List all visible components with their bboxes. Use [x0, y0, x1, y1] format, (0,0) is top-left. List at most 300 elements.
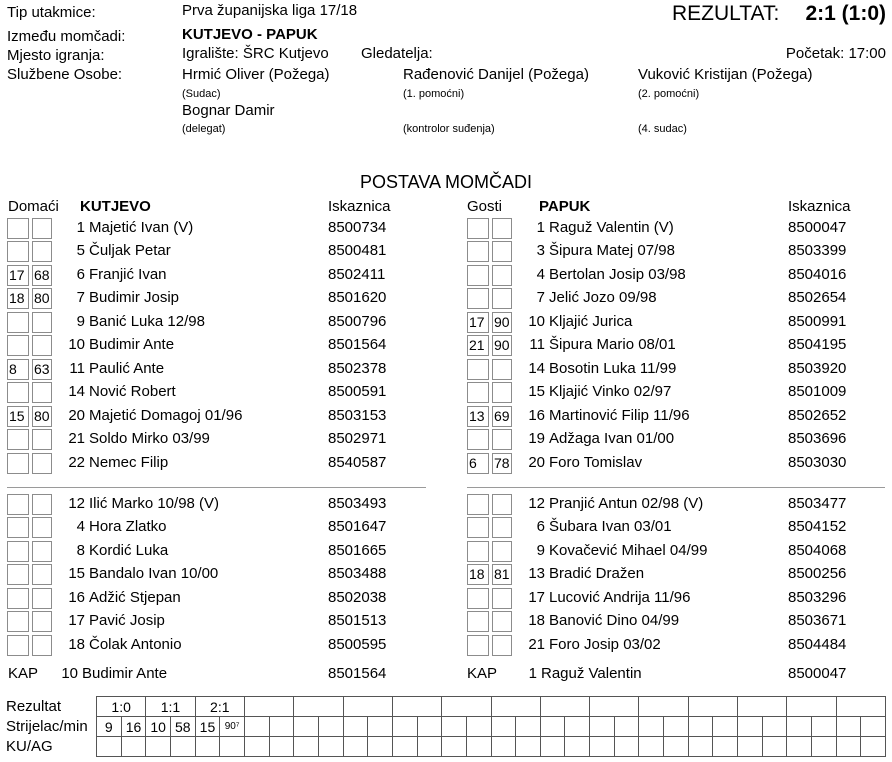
home-sub-player-row	[7, 634, 437, 657]
grid-scorer-cell	[540, 717, 565, 737]
player-id: 8502971	[328, 430, 387, 447]
player-id: 8501647	[328, 518, 387, 535]
home-starter-player-row	[7, 311, 437, 334]
grid-result-cell: 2:1	[195, 697, 244, 717]
player-id: 8504152	[788, 518, 847, 535]
grid-result-cell: 1:0	[97, 697, 146, 717]
minute-box: 13	[467, 406, 489, 427]
grid-cards-cell	[738, 737, 763, 757]
minute-box	[7, 453, 29, 474]
grid-cards-row	[97, 737, 886, 757]
player-name: Šipura Matej 07/98	[549, 242, 675, 259]
player-name: Foro Tomislav	[549, 454, 643, 471]
home-sub-player-row	[7, 610, 437, 633]
player-number: 18	[68, 636, 85, 653]
player-name: Kljajić Vinko 02/97	[549, 383, 672, 400]
grid-cards-cell	[812, 737, 837, 757]
grid-cards-cell	[170, 737, 195, 757]
minute-box: 17	[467, 312, 489, 333]
away-sub-player-row	[467, 540, 892, 563]
home-sub-player-row	[7, 516, 437, 539]
minute-box: 63	[32, 359, 52, 380]
player-number: 20	[528, 454, 545, 471]
player-number: 15	[528, 383, 545, 400]
grid-scorer-cell	[244, 717, 269, 737]
minute-box	[32, 494, 52, 515]
minute-box: 80	[32, 288, 52, 309]
player-number: 17	[68, 612, 85, 629]
minute-box	[467, 588, 489, 609]
grid-label-scorer: Strijelac/min	[6, 718, 88, 735]
grid-result-cell	[491, 697, 540, 717]
minute-box	[467, 635, 489, 656]
grid-cards-cell	[614, 737, 639, 757]
home-starter-player-row	[7, 287, 437, 310]
player-name: Ilić Marko 10/98 (V)	[89, 495, 220, 512]
minute-box	[467, 541, 489, 562]
minute-box: 81	[492, 564, 512, 585]
player-number: 7	[76, 289, 85, 306]
officials-label: Službene Osobe:	[7, 66, 123, 83]
minute-box	[7, 517, 29, 538]
grid-cards-cell	[516, 737, 541, 757]
away-sub-player-row	[467, 563, 892, 586]
grid-scorer-cell	[368, 717, 393, 737]
minute-box	[492, 288, 512, 309]
player-id: 8503920	[788, 360, 847, 377]
player-id: 8503477	[788, 495, 847, 512]
minute-box	[467, 429, 489, 450]
player-name: Banović Dino 04/99	[549, 612, 680, 629]
grid-cards-cell	[688, 737, 713, 757]
spectators-label: Gledatelja:	[361, 45, 433, 62]
grid-scorer-cell	[269, 717, 294, 737]
home-team-name: KUTJEVO	[80, 198, 151, 215]
player-id: 8501665	[328, 542, 387, 559]
home-starter-player-row	[7, 264, 437, 287]
player-id: 8501513	[328, 612, 387, 629]
minute-box: 8	[7, 359, 29, 380]
minute-box	[492, 382, 512, 403]
player-id: 8502378	[328, 360, 387, 377]
home-captain-number: 10	[61, 665, 78, 682]
grid-scorers-row	[97, 717, 886, 737]
home-starter-player-row	[7, 381, 437, 404]
home-starter-player-row	[7, 358, 437, 381]
grid-label-result: Rezultat	[6, 698, 62, 715]
player-number: 16	[528, 407, 545, 424]
home-captain-id: 8501564	[328, 665, 387, 682]
player-id: 8500991	[788, 313, 847, 330]
away-side-label: Gosti	[467, 198, 503, 215]
player-id: 8503399	[788, 242, 847, 259]
player-id: 8500591	[328, 383, 387, 400]
minute-box	[7, 312, 29, 333]
player-number: 9	[76, 313, 85, 330]
grid-scorer-cell	[516, 717, 541, 737]
player-name: Majetić Domagoj 01/96	[89, 407, 243, 424]
minute-box	[492, 541, 512, 562]
player-id: 8503296	[788, 589, 847, 606]
grid-result-cell	[294, 697, 343, 717]
player-name: Bertolan Josip 03/98	[549, 266, 686, 283]
away-divider	[467, 487, 885, 488]
minute-box: 18	[7, 288, 29, 309]
grid-scorer-cell	[318, 717, 343, 737]
player-name: Paulić Ante	[89, 360, 165, 377]
lineup-title: POSTAVA MOMČADI	[359, 172, 533, 192]
player-name: Šipura Mario 08/01	[549, 336, 676, 353]
home-starter-player-row	[7, 240, 437, 263]
player-number: 3	[536, 242, 545, 259]
minute-box	[32, 335, 52, 356]
player-number: 15	[68, 565, 85, 582]
minute-box	[467, 265, 489, 286]
away-id-header: Iskaznica	[788, 198, 851, 215]
player-name: Foro Josip 03/02	[549, 636, 661, 653]
result-value: 2:1 (1:0)	[805, 2, 886, 25]
minute-box: 78	[492, 453, 512, 474]
minute-box	[7, 635, 29, 656]
away-sub-player-row	[467, 493, 892, 516]
minute-box	[467, 218, 489, 239]
away-starter-player-row	[467, 240, 892, 263]
minute-box	[467, 517, 489, 538]
minute-box	[492, 517, 512, 538]
minute-box	[32, 564, 52, 585]
minute-box	[467, 382, 489, 403]
grid-scorer-cell	[738, 717, 763, 737]
away-starter-player-row	[467, 358, 892, 381]
minute-box	[7, 541, 29, 562]
home-side-label: Domaći	[8, 198, 59, 215]
home-starter-player-row	[7, 428, 437, 451]
player-number: 12	[68, 495, 85, 512]
player-id: 8500595	[328, 636, 387, 653]
minute-box	[32, 541, 52, 562]
player-name: Lucović Andrija 11/96	[549, 589, 691, 606]
home-id-header: Iskaznica	[328, 198, 391, 215]
official-referee-role: (Sudac)	[182, 88, 221, 100]
grid-cards-cell	[565, 737, 590, 757]
grid-scorer-cell	[466, 717, 491, 737]
player-name: Pranjić Antun 02/98 (V)	[549, 495, 704, 512]
player-number: 6	[536, 518, 545, 535]
minute-box: 15	[7, 406, 29, 427]
minute-box	[32, 588, 52, 609]
player-name: Martinović Filip 11/96	[549, 407, 690, 424]
grid-cards-cell	[269, 737, 294, 757]
grid-cards-cell	[664, 737, 689, 757]
player-number: 4	[76, 518, 85, 535]
grid-scorer-cell: 10	[146, 717, 171, 737]
grid-scorer-cell	[664, 717, 689, 737]
official-referee-name: Hrmić Oliver (Požega)	[182, 66, 330, 83]
away-captain-name: Raguž Valentin	[541, 665, 642, 682]
grid-result-cell	[836, 697, 885, 717]
player-number: 9	[536, 542, 545, 559]
player-number: 1	[536, 219, 545, 236]
minute-box: 90	[492, 335, 512, 356]
minute-box	[467, 611, 489, 632]
player-number: 10	[68, 336, 85, 353]
away-sub-player-row	[467, 587, 892, 610]
away-captain-id: 8500047	[788, 665, 847, 682]
grid-cards-cell	[121, 737, 146, 757]
grid-scorer-cell	[713, 717, 738, 737]
minute-box	[7, 494, 29, 515]
away-starter-player-row	[467, 405, 892, 428]
minute-box: 68	[32, 265, 52, 286]
player-name: Kljajić Jurica	[549, 313, 633, 330]
minute-box: 6	[467, 453, 489, 474]
match-type-value: Prva županijska liga 17/18	[182, 2, 358, 19]
grid-result-cell	[392, 697, 441, 717]
away-starter-player-row	[467, 428, 892, 451]
player-number: 10	[528, 313, 545, 330]
player-name: Jelić Jozo 09/98	[549, 289, 657, 306]
minute-box	[492, 588, 512, 609]
grid-cards-cell	[146, 737, 171, 757]
minute-box	[32, 312, 52, 333]
minute-box	[7, 429, 29, 450]
minute-box: 80	[32, 406, 52, 427]
grid-scorer-cell	[861, 717, 886, 737]
player-id: 8501620	[328, 289, 387, 306]
player-id: 8503671	[788, 612, 847, 629]
home-sub-player-row	[7, 587, 437, 610]
minute-box	[32, 611, 52, 632]
away-starter-player-row	[467, 381, 892, 404]
official-fourth-role: (4. sudac)	[638, 123, 687, 135]
away-sub-player-row	[467, 610, 892, 633]
minute-box	[467, 359, 489, 380]
grid-results-row	[97, 697, 886, 717]
away-sub-player-row	[467, 634, 892, 657]
player-id: 8502654	[788, 289, 847, 306]
grid-cards-cell	[442, 737, 467, 757]
result-label: REZULTAT:	[672, 2, 780, 25]
venue-value: Igralište: ŠRC Kutjevo	[182, 45, 329, 62]
minute-box	[492, 241, 512, 262]
grid-cards-cell	[466, 737, 491, 757]
grid-scorer-cell	[392, 717, 417, 737]
minute-box	[467, 288, 489, 309]
player-id: 8540587	[328, 454, 387, 471]
minute-box	[7, 382, 29, 403]
minute-box	[7, 218, 29, 239]
home-sub-player-row	[7, 563, 437, 586]
player-id: 8503696	[788, 430, 847, 447]
player-id: 8502411	[328, 266, 386, 283]
player-id: 8500734	[328, 219, 387, 236]
grid-scorer-cell	[762, 717, 787, 737]
player-id: 8501564	[328, 336, 387, 353]
minute-box: 69	[492, 406, 512, 427]
grid-scorer-cell	[639, 717, 664, 737]
minute-box	[7, 611, 29, 632]
grid-result-cell	[688, 697, 737, 717]
player-id: 8503493	[328, 495, 387, 512]
minute-box	[32, 429, 52, 450]
grid-result-cell	[787, 697, 836, 717]
player-id: 8504195	[788, 336, 847, 353]
player-number: 16	[68, 589, 85, 606]
home-divider	[7, 487, 426, 488]
away-sub-player-row	[467, 516, 892, 539]
minute-box	[467, 494, 489, 515]
grid-cards-cell	[787, 737, 812, 757]
player-number: 12	[528, 495, 545, 512]
minute-box	[32, 241, 52, 262]
grid-cards-cell	[294, 737, 319, 757]
home-starter-player-row	[7, 405, 437, 428]
grid-cards-cell	[343, 737, 368, 757]
grid-scorer-cell	[836, 717, 861, 737]
grid-cards-cell	[861, 737, 886, 757]
teams-value: KUTJEVO - PAPUK	[182, 26, 318, 43]
grid-cards-cell	[318, 737, 343, 757]
player-name: Franjić Ivan	[89, 266, 167, 283]
minute-box	[492, 429, 512, 450]
minute-box	[7, 241, 29, 262]
home-captain-label: KAP	[8, 665, 39, 682]
minute-box	[492, 359, 512, 380]
player-number: 14	[528, 360, 545, 377]
grid-cards-cell	[368, 737, 393, 757]
grid-cards-cell	[762, 737, 787, 757]
away-starter-player-row	[467, 311, 892, 334]
minute-box	[32, 382, 52, 403]
player-number: 22	[68, 454, 85, 471]
match-type-label: Tip utakmice:	[7, 4, 96, 21]
away-team-name: PAPUK	[539, 198, 591, 215]
score-grid	[96, 696, 886, 757]
player-number: 21	[68, 430, 85, 447]
player-id: 8501009	[788, 383, 847, 400]
official-assistant1-name: Rađenović Danijel (Požega)	[403, 66, 589, 83]
venue-label: Mjesto igranja:	[7, 47, 105, 64]
grid-scorer-cell	[787, 717, 812, 737]
grid-scorer-cell	[294, 717, 319, 737]
official-assistant1-role: (1. pomoćni)	[403, 88, 465, 100]
player-number: 1	[76, 219, 85, 236]
grid-scorer-cell	[688, 717, 713, 737]
player-id: 8500047	[788, 219, 847, 236]
grid-scorer-cell	[491, 717, 516, 737]
minute-box	[467, 241, 489, 262]
grid-cards-cell	[836, 737, 861, 757]
minute-box: 18	[467, 564, 489, 585]
player-name: Soldo Mirko 03/99	[89, 430, 210, 447]
away-starter-player-row	[467, 217, 892, 240]
grid-scorer-cell	[343, 717, 368, 737]
away-starter-player-row	[467, 287, 892, 310]
player-name: Šubara Ivan 03/01	[549, 518, 672, 535]
grid-result-cell	[540, 697, 589, 717]
minute-box	[492, 265, 512, 286]
player-id: 8503153	[328, 407, 387, 424]
minute-box	[492, 494, 512, 515]
away-starter-player-row	[467, 264, 892, 287]
player-name: Čolak Antonio	[89, 636, 182, 653]
player-id: 8504484	[788, 636, 847, 653]
grid-scorer-cell	[614, 717, 639, 737]
grid-result-cell	[738, 697, 787, 717]
player-name: Nemec Filip	[89, 454, 169, 471]
grid-cards-cell	[417, 737, 442, 757]
player-name: Hora Zlatko	[89, 518, 167, 535]
player-number: 19	[528, 430, 545, 447]
grid-result-cell	[343, 697, 392, 717]
away-starter-player-row	[467, 334, 892, 357]
grid-result-cell	[244, 697, 293, 717]
player-number: 8	[76, 542, 85, 559]
player-name: Čuljak Petar	[89, 242, 171, 259]
away-captain-number: 1	[528, 665, 537, 682]
player-name: Adžić Stjepan	[89, 589, 181, 606]
player-name: Kovačević Mihael 04/99	[549, 542, 708, 559]
home-starter-player-row	[7, 217, 437, 240]
grid-scorer-cell	[417, 717, 442, 737]
grid-result-cell: 1:1	[146, 697, 195, 717]
player-name: Adžaga Ivan 01/00	[549, 430, 675, 447]
grid-cards-cell	[491, 737, 516, 757]
player-name: Bosotin Luka 11/99	[549, 360, 677, 377]
player-name: Kordić Luka	[89, 542, 169, 559]
grid-scorer-cell: 9	[97, 717, 122, 737]
away-starter-player-row	[467, 452, 892, 475]
teams-label: Između momčadi:	[7, 28, 126, 45]
player-id: 8503488	[328, 565, 387, 582]
player-name: Budimir Ante	[89, 336, 175, 353]
minute-box	[32, 517, 52, 538]
player-number: 18	[528, 612, 545, 629]
minute-box	[32, 453, 52, 474]
minute-box	[32, 218, 52, 239]
minute-box: 21	[467, 335, 489, 356]
grid-scorer-cell	[812, 717, 837, 737]
player-name: Majetić Ivan (V)	[89, 219, 194, 236]
grid-cards-cell	[195, 737, 220, 757]
official-delegate-role: (delegat)	[182, 123, 226, 135]
player-id: 8504016	[788, 266, 847, 283]
grid-label-cards: KU/AG	[6, 738, 53, 755]
player-id: 8500796	[328, 313, 387, 330]
grid-scorer-cell	[590, 717, 615, 737]
grid-cards-cell	[244, 737, 269, 757]
grid-scorer-cell: 15	[195, 717, 220, 737]
player-number: 21	[528, 636, 545, 653]
player-name: Bandalo Ivan 10/00	[89, 565, 219, 582]
grid-cards-cell	[713, 737, 738, 757]
official-delegate-name: Bognar Damir	[182, 102, 275, 119]
player-number: 11	[529, 336, 545, 353]
player-name: Pavić Josip	[89, 612, 165, 629]
grid-cards-cell	[540, 737, 565, 757]
home-sub-player-row	[7, 540, 437, 563]
official-assistant2-name: Vuković Kristijan (Požega)	[638, 66, 813, 83]
player-name: Nović Robert	[89, 383, 176, 400]
grid-cards-cell	[639, 737, 664, 757]
minute-box	[7, 335, 29, 356]
home-starter-player-row	[7, 452, 437, 475]
grid-cards-cell	[590, 737, 615, 757]
player-name: Raguž Valentin (V)	[549, 219, 674, 236]
player-id: 8500481	[328, 242, 387, 259]
minute-box	[7, 588, 29, 609]
player-number: 4	[536, 266, 545, 283]
